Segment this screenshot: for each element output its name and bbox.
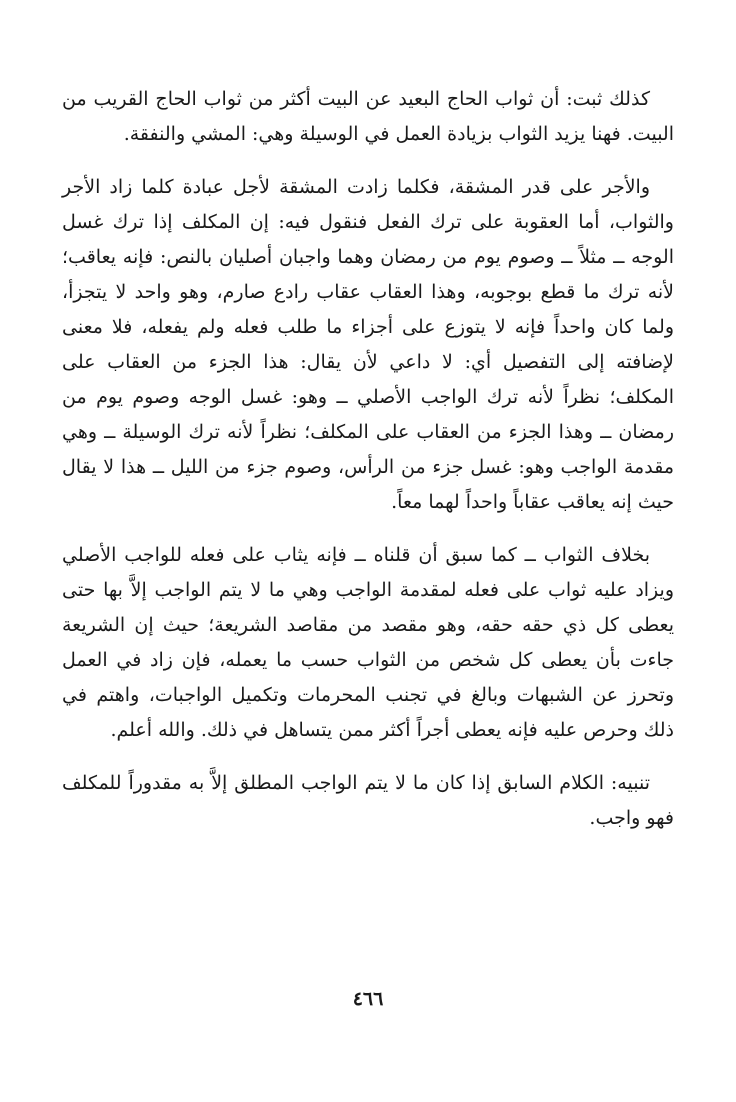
paragraph-4: تنبيه: الكلام السابق إذا كان ما لا يتم الواجب المطلق إلاَّ به مقدوراً للمكلف فهو واجب.	[62, 772, 674, 829]
page-number: ٤٦٦	[352, 988, 384, 1010]
body-text	[62, 82, 674, 836]
paragraph-1: كذلك ثبت: أن ثواب الحاج البعيد عن البيت أكثر من ثواب الحاج القريب من البيت. فهنا يزيد الثواب بزيادة العمل في الوسيلة وهي: المشي والنفقة.	[62, 88, 674, 145]
paragraph-3: بخلاف الثواب ــ كما سبق أن قلناه ــ فإنه يثاب على فعله للواجب الأصلي ويزاد عليه ثواب على فعله لمقدمة الواجب وهي ما لا يتم الواجب إلاَّ بها حتى يعطى كل ذي حقه حقه، وهو مقصد من مقاصد الشريعة؛ حيث إن الشريعة جاءت بأن يعطى كل شخص من الثواب حسب ما يعمله، فإن زاد في العمل وتحرز عن الشبهات وبالغ في تجنب المحرمات وتكميل الواجبات، واهتم في ذلك وحرص عليه فإنه يعطى أجراً أكثر ممن يتساهل في ذلك. والله أعلم.	[62, 544, 674, 741]
paragraph-2: والأجر على قدر المشقة، فكلما زادت المشقة لأجل عبادة كلما زاد الأجر والثواب، أما العقوبة على ترك الفعل فنقول فيه: إن المكلف إذا ترك غسل الوجه ــ مثلاً ــ وصوم يوم من رمضان وهما واجبان أصليان بالنص: فإنه يعاقب؛ لأنه ترك ما قطع بوجوبه، وهذا العقاب عقاب رادع صارم، وهو واحد لا يتجزأ، ولما كان واحداً فإنه لا يتوزع على أجزاء ما طلب فعله ولم يفعله، فلا معنى لإضافته إلى التفصيل أي: لا داعي لأن يقال: هذا الجزء من العقاب على المكلف؛ نظراً لأنه ترك الواجب الأصلي ــ وهو: غسل الوجه وصوم يوم من رمضان ــ وهذا الجزء من العقاب على المكلف؛ نظراً لأنه ترك الوسيلة ــ وهي مقدمة الواجب وهو: غسل جزء من الرأس، وصوم جزء من الليل ــ هذا لا يقال حيث إنه يعاقب عقاباً واحداً لهما معاً.	[62, 176, 674, 513]
